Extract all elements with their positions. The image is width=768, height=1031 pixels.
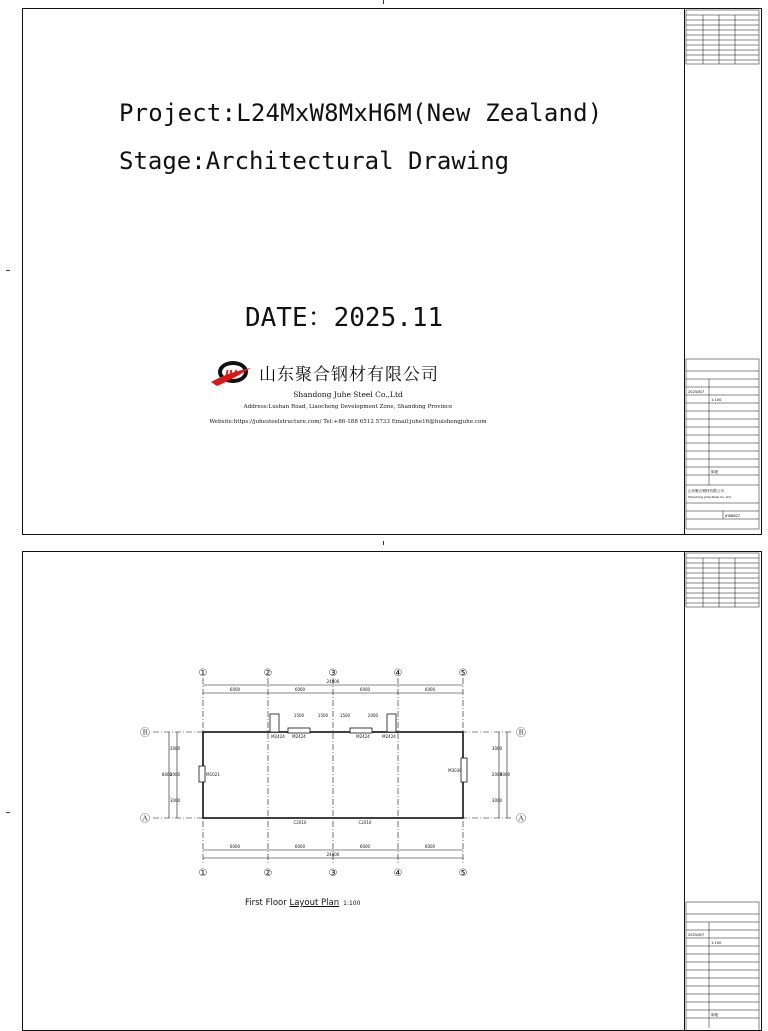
edge-tick xyxy=(6,812,10,813)
dim-right-3: 3000 xyxy=(491,798,503,803)
grid-bubble-b4: ④ xyxy=(393,868,403,879)
tb-drawing-no: JH08627 xyxy=(725,514,741,518)
title-block-grid-2 xyxy=(685,552,761,1030)
dim-bay-b1: 6000 xyxy=(229,844,241,849)
dim-bay-2: 6000 xyxy=(294,687,306,692)
company-contact: Website:https://juhesteelstructure.com/ Tel:+86-188 6512 5733 Email:juhe16@huishengjuhe.com xyxy=(209,419,487,425)
door-tag-4: M2424 xyxy=(382,734,396,739)
edge-tick xyxy=(383,541,384,545)
dim-bay-3: 6000 xyxy=(359,687,371,692)
dim-opening-4: 2000 xyxy=(367,713,379,718)
edge-tick xyxy=(6,270,10,271)
grid-bubble-b1: ① xyxy=(198,868,208,879)
side-door-tag: M1021 xyxy=(206,772,220,777)
date-line: DATE：2025.11 xyxy=(245,303,444,333)
tb-date: 2025/8/7 xyxy=(688,390,705,394)
dim-bay-b4: 6000 xyxy=(424,844,436,849)
window-tag-1: C2010 xyxy=(293,820,307,825)
floor-plan-drawing xyxy=(23,552,687,1030)
tb2-scale: 1:100 xyxy=(711,941,722,945)
dim-left-overall: 8000 xyxy=(161,772,173,777)
company-name-cn: 山东聚合钢材有限公司 xyxy=(259,365,439,385)
plan-sheet xyxy=(22,551,762,1031)
dim-overall-bottom: 24000 xyxy=(326,852,340,857)
caption-prefix: First Floor xyxy=(245,898,290,908)
dim-left-3: 3000 xyxy=(169,798,181,803)
grid-bubble-4: ④ xyxy=(393,668,403,679)
edge-tick xyxy=(383,0,384,4)
tb2-date: 2025/8/7 xyxy=(688,933,705,937)
dim-opening-1: 1500 xyxy=(293,713,305,718)
company-logo-icon xyxy=(209,358,253,390)
door-left xyxy=(199,766,205,782)
plan-caption xyxy=(245,898,360,908)
tb-scale: 1:100 xyxy=(711,398,722,402)
door-right xyxy=(461,758,467,782)
logo-letters: JH xyxy=(225,369,238,380)
title-block-grid xyxy=(685,9,761,534)
opening-top-1 xyxy=(288,728,310,733)
dim-right-2: 2000 xyxy=(491,772,503,777)
door-top-1 xyxy=(270,714,279,732)
dim-bay-b3: 6000 xyxy=(359,844,371,849)
grid-bubble-b3: ③ xyxy=(328,868,338,879)
door-tag-3: M2424 xyxy=(356,734,370,739)
project-title: Project:L24MxW8MxH6M(New Zealand) xyxy=(119,99,603,127)
dim-opening-3: 1500 xyxy=(339,713,351,718)
tb2-designer: 陈艳 xyxy=(711,1013,719,1017)
grid-bubble-B-left: Ⓑ xyxy=(140,728,150,739)
door-tag-1: M2424 xyxy=(271,734,285,739)
grid-bubble-1: ① xyxy=(198,668,208,679)
title-block-2 xyxy=(684,552,761,1030)
window-tag-2: C2010 xyxy=(358,820,372,825)
dim-right-1: 3000 xyxy=(491,746,503,751)
title-block xyxy=(684,9,761,534)
door-tag-2: M2424 xyxy=(292,734,306,739)
company-name-en: Shandong Juhe Steel Co.,Ltd xyxy=(293,390,403,399)
opening-top-2 xyxy=(350,728,372,733)
grid-bubble-2: ② xyxy=(263,668,273,679)
dim-overall-top: 24000 xyxy=(326,679,340,684)
grid-bubble-A-left: Ⓐ xyxy=(140,814,150,825)
tb-company-cn: 山东聚合钢材有限公司 xyxy=(688,489,724,493)
dim-bay-1: 6000 xyxy=(229,687,241,692)
dim-left-1: 3000 xyxy=(169,746,181,751)
grid-bubble-B-right: Ⓑ xyxy=(516,728,526,739)
tb-company-en: Shandong Juhe Steel Co.,Ltd xyxy=(688,495,731,499)
grid-bubble-b2: ② xyxy=(263,868,273,879)
cover-sheet xyxy=(22,8,762,535)
dim-bay-b2: 6000 xyxy=(294,844,306,849)
caption-underlined: Layout Plan xyxy=(289,898,340,908)
stage-title: Stage:Architectural Drawing xyxy=(119,147,510,175)
company-address: Address:Lushan Road, Liaocheng Development Zone, Shandong Province xyxy=(243,404,453,410)
grid-bubble-5: ⑤ xyxy=(458,668,468,679)
door-top-2 xyxy=(387,714,396,732)
tb-designer: 陈艳 xyxy=(711,470,719,474)
grid-bubble-3: ③ xyxy=(328,668,338,679)
grid-bubble-b5: ⑤ xyxy=(458,868,468,879)
dim-right-overall: 8000 xyxy=(499,772,511,777)
right-door-tag: M3030 xyxy=(448,768,462,773)
dim-bay-4: 6000 xyxy=(424,687,436,692)
caption-scale: 1:100 xyxy=(343,900,361,907)
dim-left-2: 2000 xyxy=(169,772,181,777)
grid-bubble-A-right: Ⓐ xyxy=(516,814,526,825)
dim-opening-2: 1500 xyxy=(317,713,329,718)
